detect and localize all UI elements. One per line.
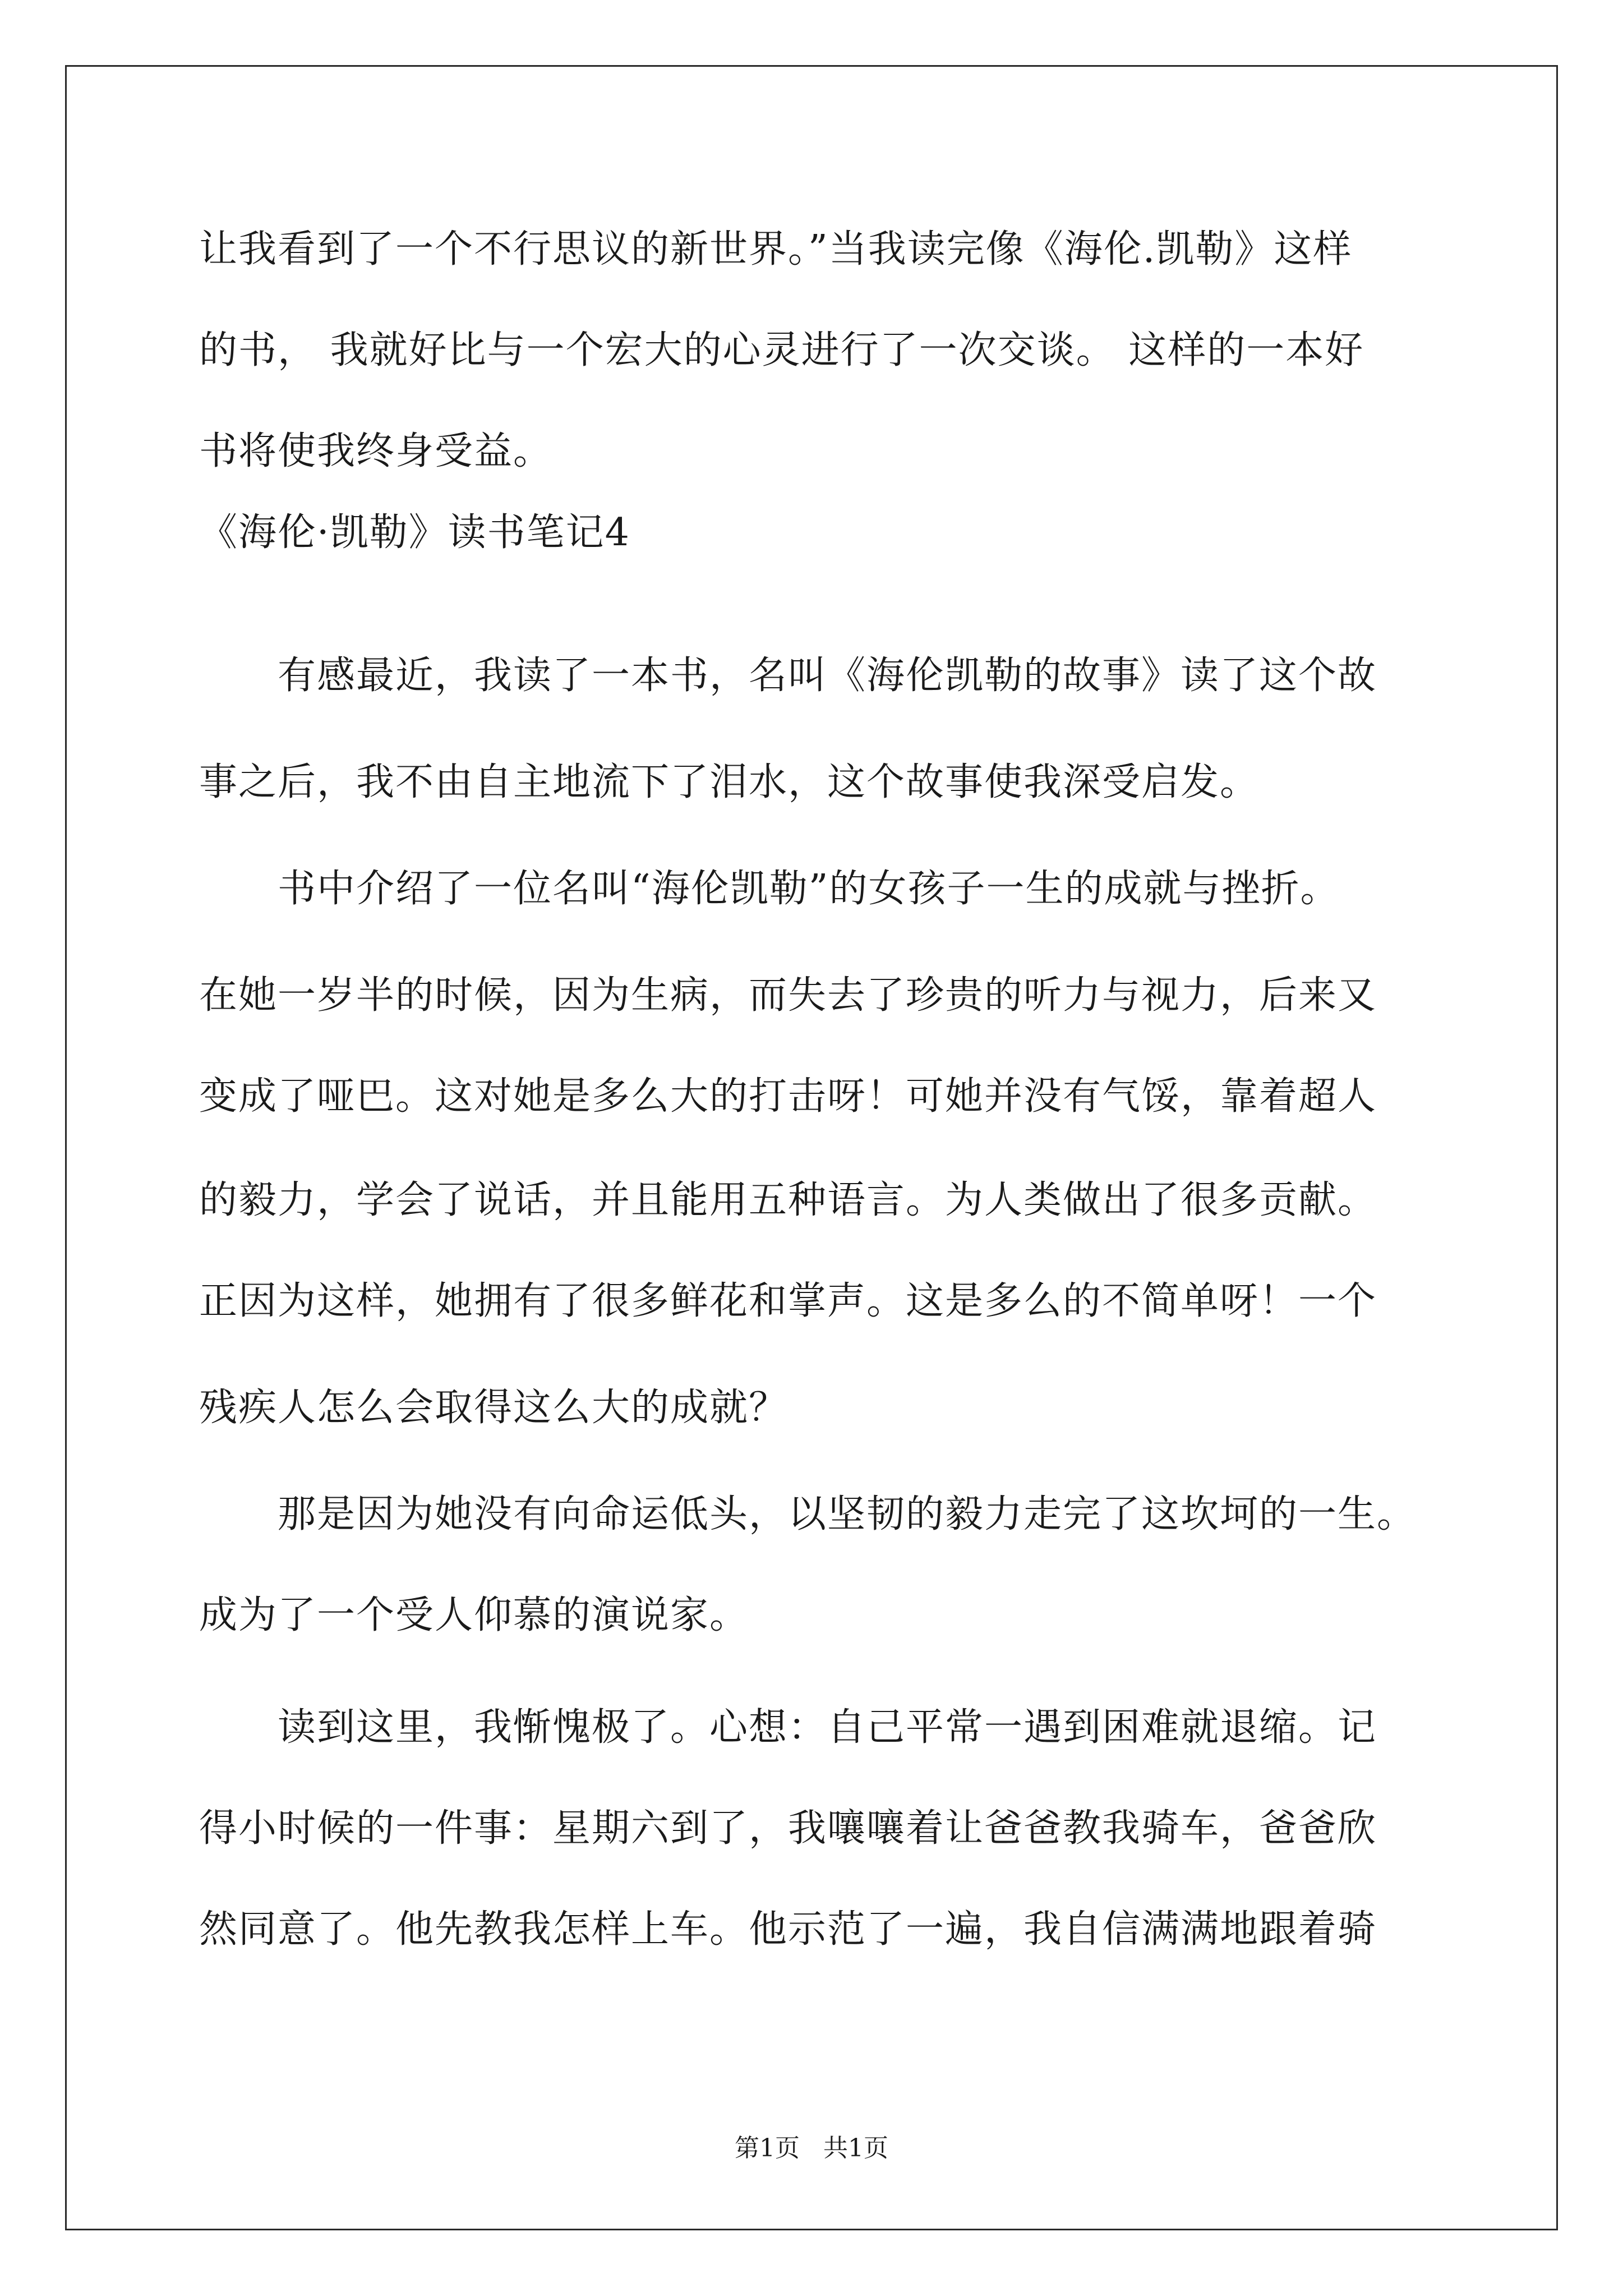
paragraph-line: 然同意了。他先教我怎样上车。他示范了一遍，我自信满满地跟着骑 xyxy=(199,1907,1377,1952)
paragraph-line: 成为了一个受人仰慕的演说家。 xyxy=(199,1593,749,1637)
paragraph-line: 的毅力，学会了说话，并且能用五种语言。为人类做出了很多贡献。 xyxy=(199,1178,1377,1222)
paragraph-line: 残疾人怎么会取得这么大的成就？ xyxy=(199,1386,789,1430)
paragraph-line: 书将使我终身受益。 xyxy=(199,429,553,473)
page-number: 第1页 共1页 xyxy=(735,2134,888,2162)
paragraph-line: 正因为这样，她拥有了很多鲜花和掌声。这是多么的不简单呀！一个 xyxy=(199,1279,1377,1323)
paragraph-line: 读到这里，我惭愧极了。心想：自己平常一遇到困难就退缩。记 xyxy=(278,1705,1377,1750)
paragraph-line: 的书， 我就好比与一个宏大的心灵进行了一次交谈。 这样的一本好 xyxy=(199,328,1364,372)
paragraph-line: 得小时候的一件事：星期六到了，我嚷嚷着让爸爸教我骑车，爸爸欣 xyxy=(199,1806,1377,1851)
paragraph-line: 书中介绍了一位名叫“海伦凯勒”的女孩子一生的成就与挫折。 xyxy=(278,867,1340,911)
paragraph-line: 事之后，我不由自主地流下了泪水，这个故事使我深受启发。 xyxy=(199,760,1260,804)
paragraph-line: 在她一岁半的时候，因为生病，而失去了珍贵的听力与视力，后来又 xyxy=(199,973,1377,1018)
paragraph-line: 那是因为她没有向命运低头，以坚韧的毅力走完了这坎坷的一生。 xyxy=(278,1492,1417,1536)
section-heading: 《海伦·凯勒》读书笔记4 xyxy=(199,510,630,555)
paragraph-line: 让我看到了一个不行思议的新世界。”当我读完像《海伦.凯勒》这样 xyxy=(199,227,1353,272)
paragraph-line: 有感最近，我读了一本书，名叫《海伦凯勒的故事》读了这个故 xyxy=(278,654,1377,698)
paragraph-line: 变成了哑巴。这对她是多么大的打击呀！可她并没有气馁，靠着超人 xyxy=(199,1074,1377,1119)
